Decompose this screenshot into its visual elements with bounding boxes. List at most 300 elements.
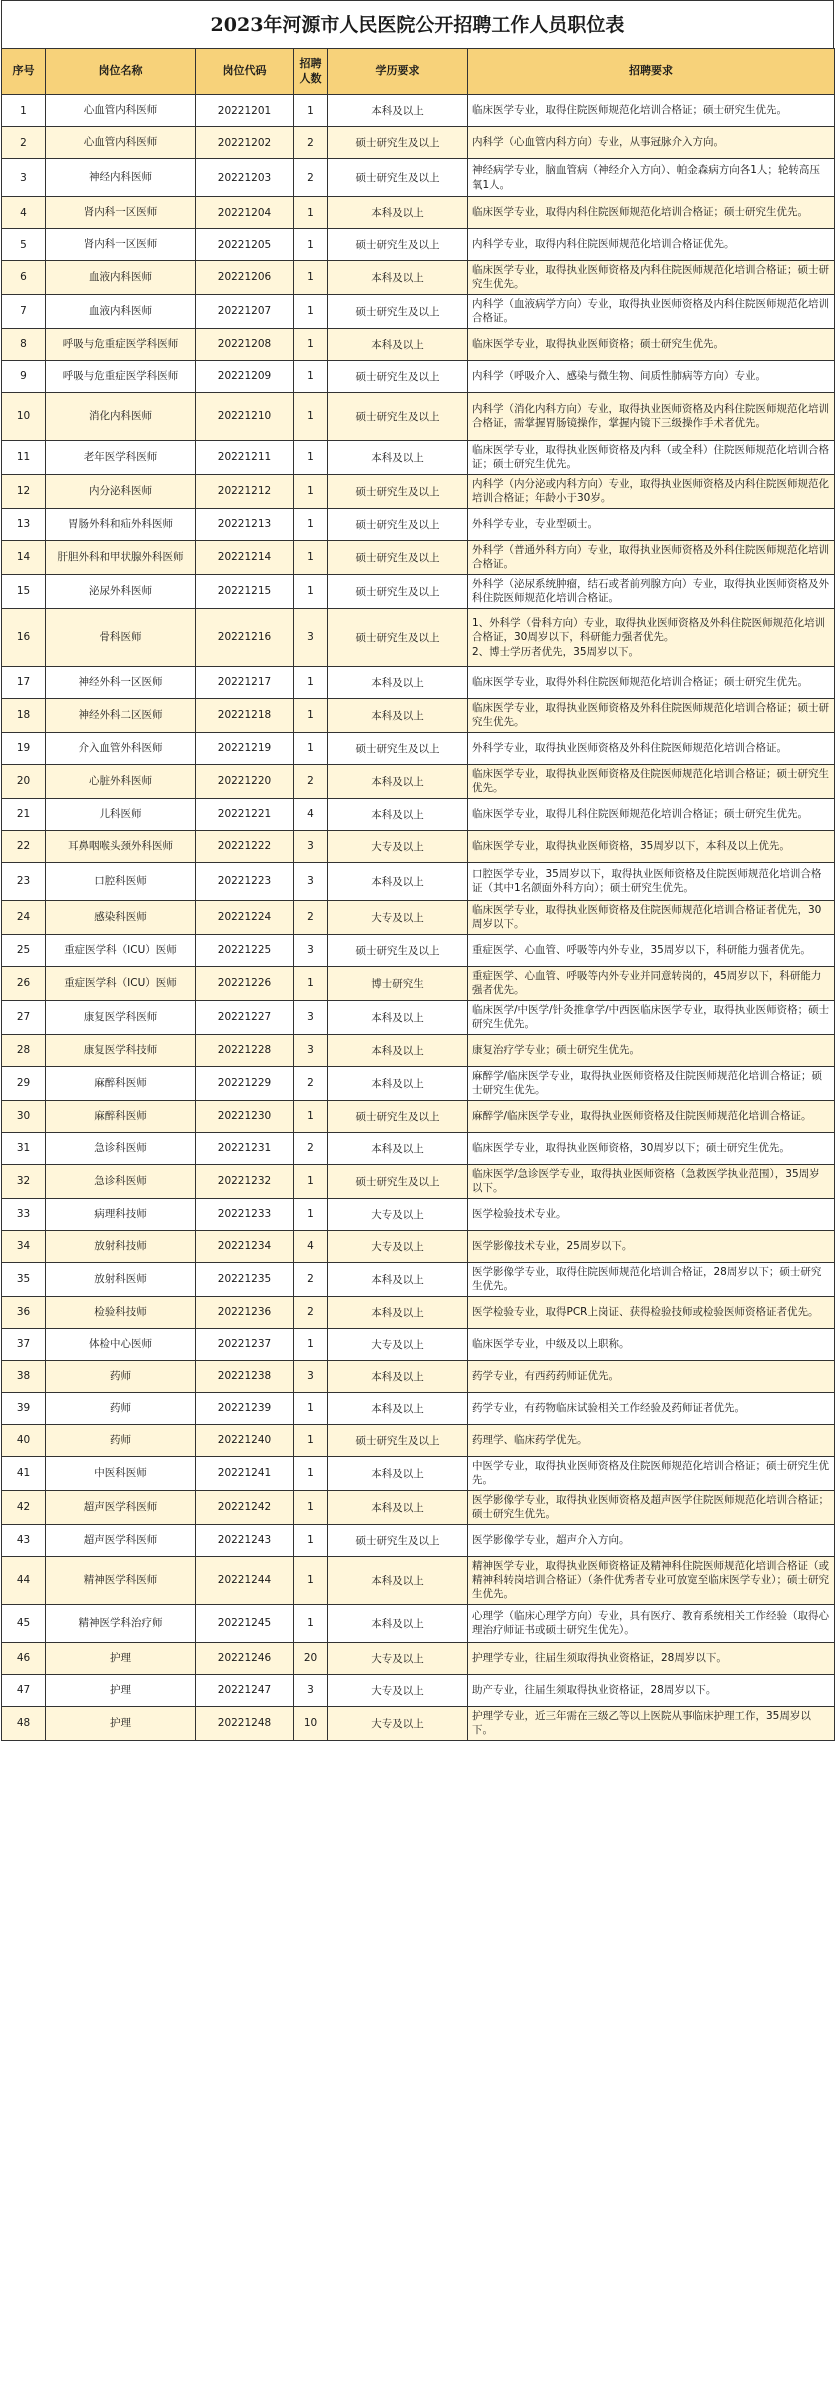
position-name: 超声医学科医师 [46,1490,196,1524]
hiring-count: 1 [294,392,328,440]
table-row [2,764,835,798]
recruitment-requirement: 药理学、临床药学优先。 [468,1424,835,1456]
position-code: 20221203 [196,159,294,197]
education-requirement: 硕士研究生及以上 [328,127,468,159]
header-no: 序号 [2,49,46,95]
table-row [2,440,835,474]
position-name: 内分泌科医师 [46,474,196,508]
recruitment-requirement: 药学专业，有药物临床试验相关工作经验及药师证者优先。 [468,1392,835,1424]
hiring-count: 1 [294,1490,328,1524]
row-number: 8 [2,328,46,360]
position-name: 血液内科医师 [46,294,196,328]
position-name: 检验科技师 [46,1296,196,1328]
hiring-count: 1 [294,1556,328,1604]
header-req: 招聘要求 [468,49,835,95]
position-name: 神经内科医师 [46,159,196,197]
education-requirement: 本科及以上 [328,1360,468,1392]
position-name: 护理 [46,1674,196,1706]
table-row [2,1424,835,1456]
education-requirement: 本科及以上 [328,798,468,830]
position-name: 肝胆外科和甲状腺外科医师 [46,540,196,574]
recruitment-requirement: 口腔医学专业，35周岁以下，取得执业医师资格及住院医师规范化培训合格证（其中1名颌面外科方向）；硕士研究生优先。 [468,862,835,900]
table-row [2,1296,835,1328]
table-row [2,95,835,127]
position-code: 20221238 [196,1360,294,1392]
table-row [2,1392,835,1424]
position-name: 中医科医师 [46,1456,196,1490]
position-code: 20221239 [196,1392,294,1424]
hiring-count: 2 [294,127,328,159]
hiring-count: 2 [294,764,328,798]
hiring-count: 2 [294,1296,328,1328]
education-requirement: 大专及以上 [328,830,468,862]
table-row [2,1328,835,1360]
recruitment-requirement: 精神医学专业，取得执业医师资格证及精神科住院医师规范化培训合格证（或精神科转岗培训合格证）（条件优秀者专业可放宽至临床医学专业）；硕士研究生优先。 [468,1556,835,1604]
position-code: 20221229 [196,1066,294,1100]
row-number: 18 [2,698,46,732]
education-requirement: 硕士研究生及以上 [328,540,468,574]
recruitment-requirement: 医学影像技术专业，25周岁以下。 [468,1230,835,1262]
education-requirement: 大专及以上 [328,1642,468,1674]
education-requirement: 本科及以上 [328,1262,468,1296]
recruitment-requirement: 临床医学专业，取得执业医师资格，30周岁以下；硕士研究生优先。 [468,1132,835,1164]
table-row [2,1164,835,1198]
hiring-count: 3 [294,862,328,900]
education-requirement: 硕士研究生及以上 [328,1164,468,1198]
education-requirement: 硕士研究生及以上 [328,1100,468,1132]
table-row [2,360,835,392]
hiring-count: 2 [294,1262,328,1296]
education-requirement: 硕士研究生及以上 [328,732,468,764]
recruitment-requirement: 医学检验技术专业。 [468,1198,835,1230]
table-row [2,666,835,698]
position-code: 20221237 [196,1328,294,1360]
row-number: 24 [2,900,46,934]
row-number: 48 [2,1706,46,1740]
position-name: 老年医学科医师 [46,440,196,474]
row-number: 39 [2,1392,46,1424]
position-code: 20221224 [196,900,294,934]
education-requirement: 本科及以上 [328,666,468,698]
row-number: 36 [2,1296,46,1328]
recruitment-requirement: 内科学专业，取得内科住院医师规范化培训合格证优先。 [468,229,835,261]
position-name: 泌尿外科医师 [46,574,196,608]
position-name: 耳鼻咽喉头颈外科医师 [46,830,196,862]
hiring-count: 3 [294,608,328,666]
row-number: 45 [2,1604,46,1642]
position-code: 20221225 [196,934,294,966]
row-number: 14 [2,540,46,574]
positions-table [1,48,835,1741]
table-row [2,862,835,900]
position-code: 20221246 [196,1642,294,1674]
row-number: 3 [2,159,46,197]
hiring-count: 3 [294,1674,328,1706]
row-number: 30 [2,1100,46,1132]
education-requirement: 本科及以上 [328,197,468,229]
table-row [2,732,835,764]
position-code: 20221232 [196,1164,294,1198]
table-row [2,1674,835,1706]
position-code: 20221215 [196,574,294,608]
row-number: 40 [2,1424,46,1456]
row-number: 1 [2,95,46,127]
position-code: 20221220 [196,764,294,798]
header-count: 招聘人数 [294,49,328,95]
table-row [2,1456,835,1490]
position-code: 20221240 [196,1424,294,1456]
row-number: 5 [2,229,46,261]
table-row [2,1642,835,1674]
position-name: 急诊科医师 [46,1164,196,1198]
position-name: 胃肠外科和疝外科医师 [46,508,196,540]
education-requirement: 本科及以上 [328,1000,468,1034]
table-row [2,261,835,295]
position-name: 骨科医师 [46,608,196,666]
row-number: 23 [2,862,46,900]
position-code: 20221233 [196,1198,294,1230]
hiring-count: 3 [294,934,328,966]
position-name: 康复医学科技师 [46,1034,196,1066]
hiring-count: 20 [294,1642,328,1674]
position-code: 20221206 [196,261,294,295]
row-number: 25 [2,934,46,966]
position-name: 神经外科二区医师 [46,698,196,732]
recruitment-requirement: 外科学专业，取得执业医师资格及外科住院医师规范化培训合格证。 [468,732,835,764]
table-row [2,294,835,328]
position-code: 20221221 [196,798,294,830]
table-row [2,540,835,574]
position-name: 放射科医师 [46,1262,196,1296]
recruitment-requirement: 临床医学专业，取得执业医师资格及内科（或全科）住院医师规范化培训合格证；硕士研究生优先。 [468,440,835,474]
row-number: 21 [2,798,46,830]
position-name: 精神医学科治疗师 [46,1604,196,1642]
row-number: 6 [2,261,46,295]
table-row [2,197,835,229]
recruitment-requirement: 临床医学专业，取得执业医师资格及住院医师规范化培训合格证；硕士研究生优先。 [468,764,835,798]
hiring-count: 1 [294,540,328,574]
education-requirement: 硕士研究生及以上 [328,1424,468,1456]
education-requirement: 本科及以上 [328,1604,468,1642]
row-number: 37 [2,1328,46,1360]
table-row [2,1230,835,1262]
table-row [2,1556,835,1604]
table-row [2,900,835,934]
recruitment-requirement: 心理学（临床心理学方向）专业，具有医疗、教育系统相关工作经验（取得心理治疗师证书或硕士研究生优先）。 [468,1604,835,1642]
education-requirement: 本科及以上 [328,1392,468,1424]
table-row [2,1490,835,1524]
header-name: 岗位名称 [46,49,196,95]
education-requirement: 硕士研究生及以上 [328,360,468,392]
education-requirement: 本科及以上 [328,440,468,474]
position-code: 20221226 [196,966,294,1000]
recruitment-requirement: 内科学（呼吸介入、感染与微生物、间质性肺病等方向）专业。 [468,360,835,392]
recruitment-requirement: 临床医学专业，取得内科住院医师规范化培训合格证；硕士研究生优先。 [468,197,835,229]
position-code: 20221242 [196,1490,294,1524]
row-number: 10 [2,392,46,440]
table-row [2,392,835,440]
hiring-count: 2 [294,1132,328,1164]
position-code: 20221234 [196,1230,294,1262]
education-requirement: 硕士研究生及以上 [328,1524,468,1556]
education-requirement: 本科及以上 [328,95,468,127]
position-code: 20221214 [196,540,294,574]
position-name: 肾内科一区医师 [46,229,196,261]
education-requirement: 硕士研究生及以上 [328,574,468,608]
position-code: 20221210 [196,392,294,440]
row-number: 46 [2,1642,46,1674]
position-code: 20221245 [196,1604,294,1642]
education-requirement: 硕士研究生及以上 [328,474,468,508]
position-name: 药师 [46,1360,196,1392]
education-requirement: 本科及以上 [328,1556,468,1604]
recruitment-requirement: 外科学专业，专业型硕士。 [468,508,835,540]
hiring-count: 1 [294,197,328,229]
education-requirement: 大专及以上 [328,900,468,934]
hiring-count: 2 [294,1066,328,1100]
recruitment-requirement: 医学影像学专业，取得住院医师规范化培训合格证，28周岁以下；硕士研究生优先。 [468,1262,835,1296]
position-code: 20221231 [196,1132,294,1164]
position-name: 呼吸与危重症医学科医师 [46,360,196,392]
table-row [2,508,835,540]
position-code: 20221223 [196,862,294,900]
recruitment-requirement: 神经病学专业，脑血管病（神经介入方向）、帕金森病方向各1人；轮转高压氧1人。 [468,159,835,197]
hiring-count: 1 [294,666,328,698]
row-number: 17 [2,666,46,698]
hiring-count: 1 [294,328,328,360]
education-requirement: 本科及以上 [328,1296,468,1328]
row-number: 33 [2,1198,46,1230]
recruitment-requirement: 临床医学专业，取得住院医师规范化培训合格证；硕士研究生优先。 [468,95,835,127]
position-code: 20221244 [196,1556,294,1604]
hiring-count: 1 [294,698,328,732]
recruitment-requirement: 临床医学专业，取得执业医师资格及内科住院医师规范化培训合格证；硕士研究生优先。 [468,261,835,295]
row-number: 11 [2,440,46,474]
education-requirement: 大专及以上 [328,1198,468,1230]
education-requirement: 硕士研究生及以上 [328,934,468,966]
table-row [2,934,835,966]
table-row [2,1604,835,1642]
hiring-count: 3 [294,1034,328,1066]
table-row [2,1034,835,1066]
recruitment-requirement: 麻醉学/临床医学专业，取得执业医师资格及住院医师规范化培训合格证；硕士研究生优先。 [468,1066,835,1100]
position-code: 20221216 [196,608,294,666]
position-code: 20221222 [196,830,294,862]
position-name: 心血管内科医师 [46,127,196,159]
row-number: 44 [2,1556,46,1604]
table-header-row [2,49,835,95]
position-code: 20221217 [196,666,294,698]
row-number: 38 [2,1360,46,1392]
hiring-count: 1 [294,229,328,261]
recruitment-requirement: 麻醉学/临床医学专业，取得执业医师资格及住院医师规范化培训合格证。 [468,1100,835,1132]
table-row [2,1000,835,1034]
recruitment-requirement: 康复治疗学专业；硕士研究生优先。 [468,1034,835,1066]
position-name: 介入血管外科医师 [46,732,196,764]
row-number: 27 [2,1000,46,1034]
hiring-count: 1 [294,1524,328,1556]
recruitment-requirement: 临床医学专业，中级及以上职称。 [468,1328,835,1360]
row-number: 22 [2,830,46,862]
recruitment-requirement: 临床医学专业，取得执业医师资格，35周岁以下，本科及以上优先。 [468,830,835,862]
hiring-count: 1 [294,1198,328,1230]
position-code: 20221213 [196,508,294,540]
education-requirement: 本科及以上 [328,1132,468,1164]
position-code: 20221247 [196,1674,294,1706]
table-row [2,159,835,197]
hiring-count: 1 [294,1164,328,1198]
hiring-count: 1 [294,574,328,608]
hiring-count: 1 [294,95,328,127]
position-name: 儿科医师 [46,798,196,830]
table-row [2,1132,835,1164]
document-title: 2023年河源市人民医院公开招聘工作人员职位表 [1,0,834,48]
position-name: 急诊科医师 [46,1132,196,1164]
education-requirement: 硕士研究生及以上 [328,508,468,540]
row-number: 13 [2,508,46,540]
education-requirement: 本科及以上 [328,764,468,798]
table-row [2,127,835,159]
table-row [2,698,835,732]
row-number: 31 [2,1132,46,1164]
recruitment-requirement: 临床医学/中医学/针灸推拿学/中西医临床医学专业，取得执业医师资格；硕士研究生优先。 [468,1000,835,1034]
hiring-count: 3 [294,1360,328,1392]
position-name: 药师 [46,1392,196,1424]
recruitment-requirement: 外科学（泌尿系统肿瘤，结石或者前列腺方向）专业，取得执业医师资格及外科住院医师规范化培训合格证。 [468,574,835,608]
position-name: 重症医学科（ICU）医师 [46,934,196,966]
hiring-count: 1 [294,360,328,392]
row-number: 9 [2,360,46,392]
row-number: 42 [2,1490,46,1524]
table-row [2,1100,835,1132]
position-code: 20221248 [196,1706,294,1740]
recruitment-requirement: 临床医学专业，取得执业医师资格及外科住院医师规范化培训合格证；硕士研究生优先。 [468,698,835,732]
recruitment-requirement: 护理学专业，往届生须取得执业资格证，28周岁以下。 [468,1642,835,1674]
row-number: 43 [2,1524,46,1556]
position-name: 精神医学科医师 [46,1556,196,1604]
position-code: 20221211 [196,440,294,474]
education-requirement: 大专及以上 [328,1706,468,1740]
row-number: 47 [2,1674,46,1706]
recruitment-requirement: 外科学（普通外科方向）专业，取得执业医师资格及外科住院医师规范化培训合格证。 [468,540,835,574]
education-requirement: 硕士研究生及以上 [328,159,468,197]
education-requirement: 本科及以上 [328,862,468,900]
hiring-count: 4 [294,798,328,830]
position-code: 20221230 [196,1100,294,1132]
header-code: 岗位代码 [196,49,294,95]
row-number: 34 [2,1230,46,1262]
position-code: 20221218 [196,698,294,732]
position-name: 血液内科医师 [46,261,196,295]
table-row [2,1198,835,1230]
recruitment-requirement: 临床医学/急诊医学专业，取得执业医师资格（急救医学执业范围），35周岁以下。 [468,1164,835,1198]
table-row [2,328,835,360]
position-name: 护理 [46,1706,196,1740]
position-code: 20221205 [196,229,294,261]
education-requirement: 大专及以上 [328,1230,468,1262]
position-code: 20221243 [196,1524,294,1556]
education-requirement: 硕士研究生及以上 [328,294,468,328]
hiring-count: 3 [294,1000,328,1034]
row-number: 2 [2,127,46,159]
table-row [2,1524,835,1556]
row-number: 41 [2,1456,46,1490]
position-name: 心脏外科医师 [46,764,196,798]
education-requirement: 大专及以上 [328,1674,468,1706]
hiring-count: 1 [294,440,328,474]
position-code: 20221202 [196,127,294,159]
recruitment-requirement: 重症医学、心血管、呼吸等内外专业并同意转岗的，45周岁以下，科研能力强者优先。 [468,966,835,1000]
position-name: 体检中心医师 [46,1328,196,1360]
education-requirement: 本科及以上 [328,1034,468,1066]
recruitment-requirement: 重症医学、心血管、呼吸等内外专业，35周岁以下，科研能力强者优先。 [468,934,835,966]
education-requirement: 本科及以上 [328,1490,468,1524]
table-row [2,474,835,508]
header-edu: 学历要求 [328,49,468,95]
hiring-count: 4 [294,1230,328,1262]
hiring-count: 3 [294,830,328,862]
row-number: 7 [2,294,46,328]
hiring-count: 1 [294,966,328,1000]
hiring-count: 10 [294,1706,328,1740]
recruitment-requirement: 内科学（消化内科方向）专业，取得执业医师资格及内科住院医师规范化培训合格证，需掌握胃肠镜操作，掌握内镜下三级操作手术者优先。 [468,392,835,440]
table-row [2,1262,835,1296]
hiring-count: 1 [294,1604,328,1642]
position-code: 20221208 [196,328,294,360]
education-requirement: 硕士研究生及以上 [328,229,468,261]
position-code: 20221209 [196,360,294,392]
position-name: 心血管内科医师 [46,95,196,127]
position-code: 20221227 [196,1000,294,1034]
education-requirement: 大专及以上 [328,1328,468,1360]
recruitment-requirement: 临床医学专业，取得执业医师资格及住院医师规范化培训合格证者优先，30周岁以下。 [468,900,835,934]
hiring-count: 2 [294,900,328,934]
position-code: 20221204 [196,197,294,229]
recruitment-requirement: 临床医学专业，取得儿科住院医师规范化培训合格证；硕士研究生优先。 [468,798,835,830]
row-number: 16 [2,608,46,666]
education-requirement: 硕士研究生及以上 [328,392,468,440]
row-number: 20 [2,764,46,798]
table-row [2,966,835,1000]
table-row [2,1066,835,1100]
education-requirement: 本科及以上 [328,1456,468,1490]
row-number: 32 [2,1164,46,1198]
row-number: 28 [2,1034,46,1066]
recruitment-requirement: 护理学专业，近三年需在三级乙等以上医院从事临床护理工作，35周岁以下。 [468,1706,835,1740]
position-code: 20221207 [196,294,294,328]
row-number: 12 [2,474,46,508]
education-requirement: 本科及以上 [328,261,468,295]
position-code: 20221219 [196,732,294,764]
position-code: 20221241 [196,1456,294,1490]
education-requirement: 本科及以上 [328,698,468,732]
table-row [2,830,835,862]
row-number: 26 [2,966,46,1000]
hiring-count: 1 [294,1424,328,1456]
recruitment-requirement: 内科学（心血管内科方向）专业，从事冠脉介入方向。 [468,127,835,159]
recruitment-requirement: 临床医学专业，取得执业医师资格；硕士研究生优先。 [468,328,835,360]
position-name: 重症医学科（ICU）医师 [46,966,196,1000]
position-name: 麻醉科医师 [46,1066,196,1100]
position-name: 病理科技师 [46,1198,196,1230]
recruitment-requirement: 医学检验专业，取得PCR上岗证、获得检验技师或检验医师资格证者优先。 [468,1296,835,1328]
hiring-count: 1 [294,1328,328,1360]
hiring-count: 1 [294,732,328,764]
recruitment-requirement: 医学影像学专业，超声介入方向。 [468,1524,835,1556]
position-name: 放射科技师 [46,1230,196,1262]
position-name: 消化内科医师 [46,392,196,440]
hiring-count: 1 [294,261,328,295]
